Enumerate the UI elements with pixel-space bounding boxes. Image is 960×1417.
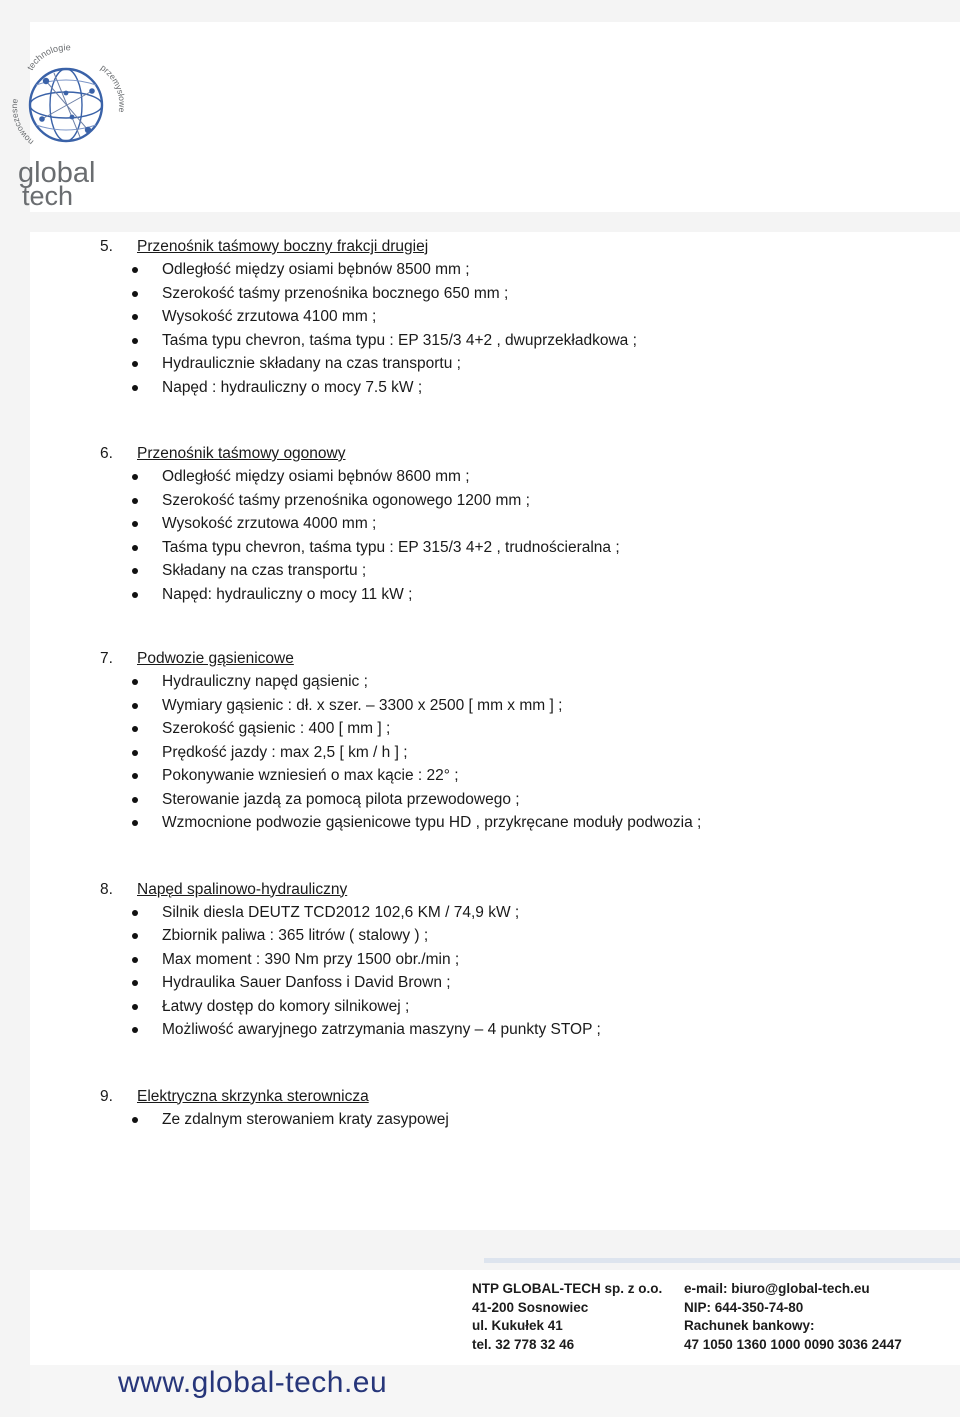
list-item: [100, 924, 940, 948]
bullet-icon: [132, 592, 138, 598]
bullet-icon: [132, 338, 138, 344]
list-item: [100, 329, 940, 353]
bank-account-number: 47 1050 1360 1000 0090 3036 2447: [684, 1336, 902, 1352]
bullet-icon: [132, 1117, 138, 1123]
bullet-icon: [132, 750, 138, 756]
bank-account-label: Rachunek bankowy:: [684, 1318, 815, 1333]
bullet-icon: [132, 521, 138, 527]
section-heading: [100, 1086, 940, 1108]
website-link[interactable]: www.global-tech.eu: [118, 1366, 388, 1399]
section-title: Napęd spalinowo-hydrauliczny: [137, 880, 348, 898]
list-item-text: Hydrauliczny napęd gąsienic ;: [162, 673, 368, 690]
list-item: [100, 282, 940, 306]
list-item-text: Szerokość taśmy przenośnika bocznego 650 mm ;: [162, 284, 509, 302]
bullet-icon: [132, 797, 138, 803]
bullet-icon: [132, 679, 138, 685]
list-item: [100, 948, 940, 972]
list-item-text: Odległość między osiami bębnów 8500 mm ;: [162, 261, 470, 278]
list-item-text: Możliwość awaryjnego zatrzymania maszyny – 4 punkty STOP ;: [162, 1021, 601, 1038]
list-item-text: Napęd : hydrauliczny o mocy 7.5 kW ;: [162, 378, 423, 396]
company-name: NTP GLOBAL-TECH sp. z o.o.: [472, 1281, 663, 1296]
logo-word-global: global: [18, 157, 96, 189]
list-item-text: Szerokość gąsienic : 400 [ mm ] ;: [162, 720, 391, 737]
spec-list: [100, 901, 940, 1042]
global-tech-logo: [2, 35, 127, 210]
list-item: [100, 901, 940, 925]
top-band: [30, 0, 960, 22]
spec-sections: [100, 236, 940, 1175]
spec-list: [100, 1108, 940, 1132]
company-street: ul. Kukułek 41: [472, 1318, 563, 1333]
section-title: Elektryczna skrzynka sterownicza: [137, 1087, 369, 1105]
list-item-text: Wymiary gąsienic : dł. x szer. – 3300 x 2500 [ mm x mm ] ;: [162, 696, 563, 714]
list-item: [100, 305, 940, 329]
section-number: 6.: [100, 445, 113, 462]
bullet-icon: [132, 568, 138, 574]
company-contact: [684, 1280, 902, 1354]
list-item-text: Napęd: hydrauliczny o mocy 11 kW ;: [162, 585, 413, 603]
spec-section: [100, 648, 940, 835]
list-item-text: Hydraulicznie składany na czas transportu ;: [162, 355, 461, 372]
footer-band: [30, 1230, 960, 1270]
section-title: Podwozie gąsienicowe: [137, 650, 294, 667]
spec-section: [100, 443, 940, 606]
list-item-text: Hydraulika Sauer Danfoss i David Brown ;: [162, 974, 451, 991]
list-item-text: Wysokość zrzutowa 4000 mm ;: [162, 515, 377, 532]
list-item: [100, 352, 940, 376]
section-heading: [100, 648, 940, 670]
list-item: [100, 764, 940, 788]
list-item: [100, 971, 940, 995]
logo-word-tech: tech: [22, 181, 74, 210]
list-item-text: Pokonywanie wzniesień o max kącie : 22° ;: [162, 767, 459, 784]
spec-section: [100, 236, 940, 399]
list-item: [100, 694, 940, 718]
list-item: [100, 788, 940, 812]
bullet-icon: [132, 726, 138, 732]
section-number: 9.: [100, 1087, 113, 1105]
list-item-text: Ze zdalnym sterowaniem kraty zasypowej: [162, 1110, 449, 1128]
list-item: [100, 1108, 940, 1132]
list-item: [100, 489, 940, 513]
section-title: Przenośnik taśmowy ogonowy: [137, 445, 346, 462]
spec-list: [100, 465, 940, 606]
logo-arc-left: nowoczesne: [9, 97, 36, 148]
spec-list: [100, 258, 940, 399]
company-address: [472, 1280, 662, 1354]
list-item-text: Łatwy dostęp do komory silnikowej ;: [162, 997, 410, 1015]
list-item-text: Taśma typu chevron, taśma typu : EP 315/3 4+2 , trudnościeralna ;: [162, 538, 620, 556]
bullet-icon: [132, 820, 138, 826]
bullet-icon: [132, 1004, 138, 1010]
list-item-text: Taśma typu chevron, taśma typu : EP 315/3 4+2 , dwuprzekładkowa ;: [162, 331, 637, 349]
list-item: [100, 465, 940, 489]
list-item: [100, 583, 940, 607]
list-item-text: Szerokość taśmy przenośnika ogonowego 1200 mm ;: [162, 491, 530, 509]
section-heading: [100, 443, 940, 465]
list-item-text: Sterowanie jazdą za pomocą pilota przewodowego ;: [162, 790, 520, 808]
section-number: 7.: [100, 650, 113, 667]
list-item: [100, 995, 940, 1019]
company-nip: NIP: 644-350-74-80: [684, 1299, 804, 1315]
section-title: Przenośnik taśmowy boczny frakcji drugiej: [137, 238, 429, 255]
bullet-icon: [132, 773, 138, 779]
list-item-text: Silnik diesla DEUTZ TCD2012 102,6 KM / 74,9 kW ;: [162, 903, 520, 921]
list-item: [100, 559, 940, 583]
spec-list: [100, 670, 940, 835]
list-item: [100, 1018, 940, 1042]
bullet-icon: [132, 498, 138, 504]
footer-rule: [484, 1258, 960, 1263]
list-item: [100, 512, 940, 536]
bullet-icon: [132, 267, 138, 273]
list-item: [100, 811, 940, 835]
logo-arc-right: przemysłowe: [98, 62, 127, 114]
section-number: 8.: [100, 880, 113, 898]
bullet-icon: [132, 703, 138, 709]
list-item-text: Odległość między osiami bębnów 8600 mm ;: [162, 468, 470, 485]
bullet-icon: [132, 314, 138, 320]
list-item: [100, 670, 940, 694]
spec-section: [100, 879, 940, 1042]
bullet-icon: [132, 1027, 138, 1033]
bullet-icon: [132, 474, 138, 480]
bullet-icon: [132, 933, 138, 939]
list-item: [100, 258, 940, 282]
company-email[interactable]: e-mail: biuro@global-tech.eu: [684, 1281, 870, 1296]
list-item-text: Zbiornik paliwa : 365 litrów ( stalowy ) ;: [162, 927, 429, 944]
list-item: [100, 376, 940, 400]
bullet-icon: [132, 957, 138, 963]
logo-arc-top: technologie: [25, 42, 71, 73]
bullet-icon: [132, 385, 138, 391]
left-margin-bar: [0, 0, 30, 1417]
list-item: [100, 741, 940, 765]
section-heading: [100, 879, 940, 901]
spec-section: [100, 1086, 940, 1132]
list-item-text: Składany na czas transportu ;: [162, 562, 367, 579]
bullet-icon: [132, 291, 138, 297]
list-item-text: Prędkość jazdy : max 2,5 [ km / h ] ;: [162, 743, 408, 761]
list-item: [100, 717, 940, 741]
section-heading: [100, 236, 940, 258]
section-number: 5.: [100, 238, 113, 255]
bullet-icon: [132, 910, 138, 916]
bullet-icon: [132, 545, 138, 551]
bullet-icon: [132, 361, 138, 367]
bullet-icon: [132, 980, 138, 986]
list-item-text: Max moment : 390 Nm przy 1500 obr./min ;: [162, 950, 460, 968]
company-phone: tel. 32 778 32 46: [472, 1336, 575, 1352]
header-divider-band: [30, 212, 960, 232]
globe-icon: [30, 69, 102, 141]
list-item-text: Wzmocnione podwozie gąsienicowe typu HD , przykręcane moduły podwozia ;: [162, 814, 702, 831]
list-item-text: Wysokość zrzutowa 4100 mm ;: [162, 308, 377, 325]
list-item: [100, 536, 940, 560]
company-city: 41-200 Sosnowiec: [472, 1299, 589, 1315]
